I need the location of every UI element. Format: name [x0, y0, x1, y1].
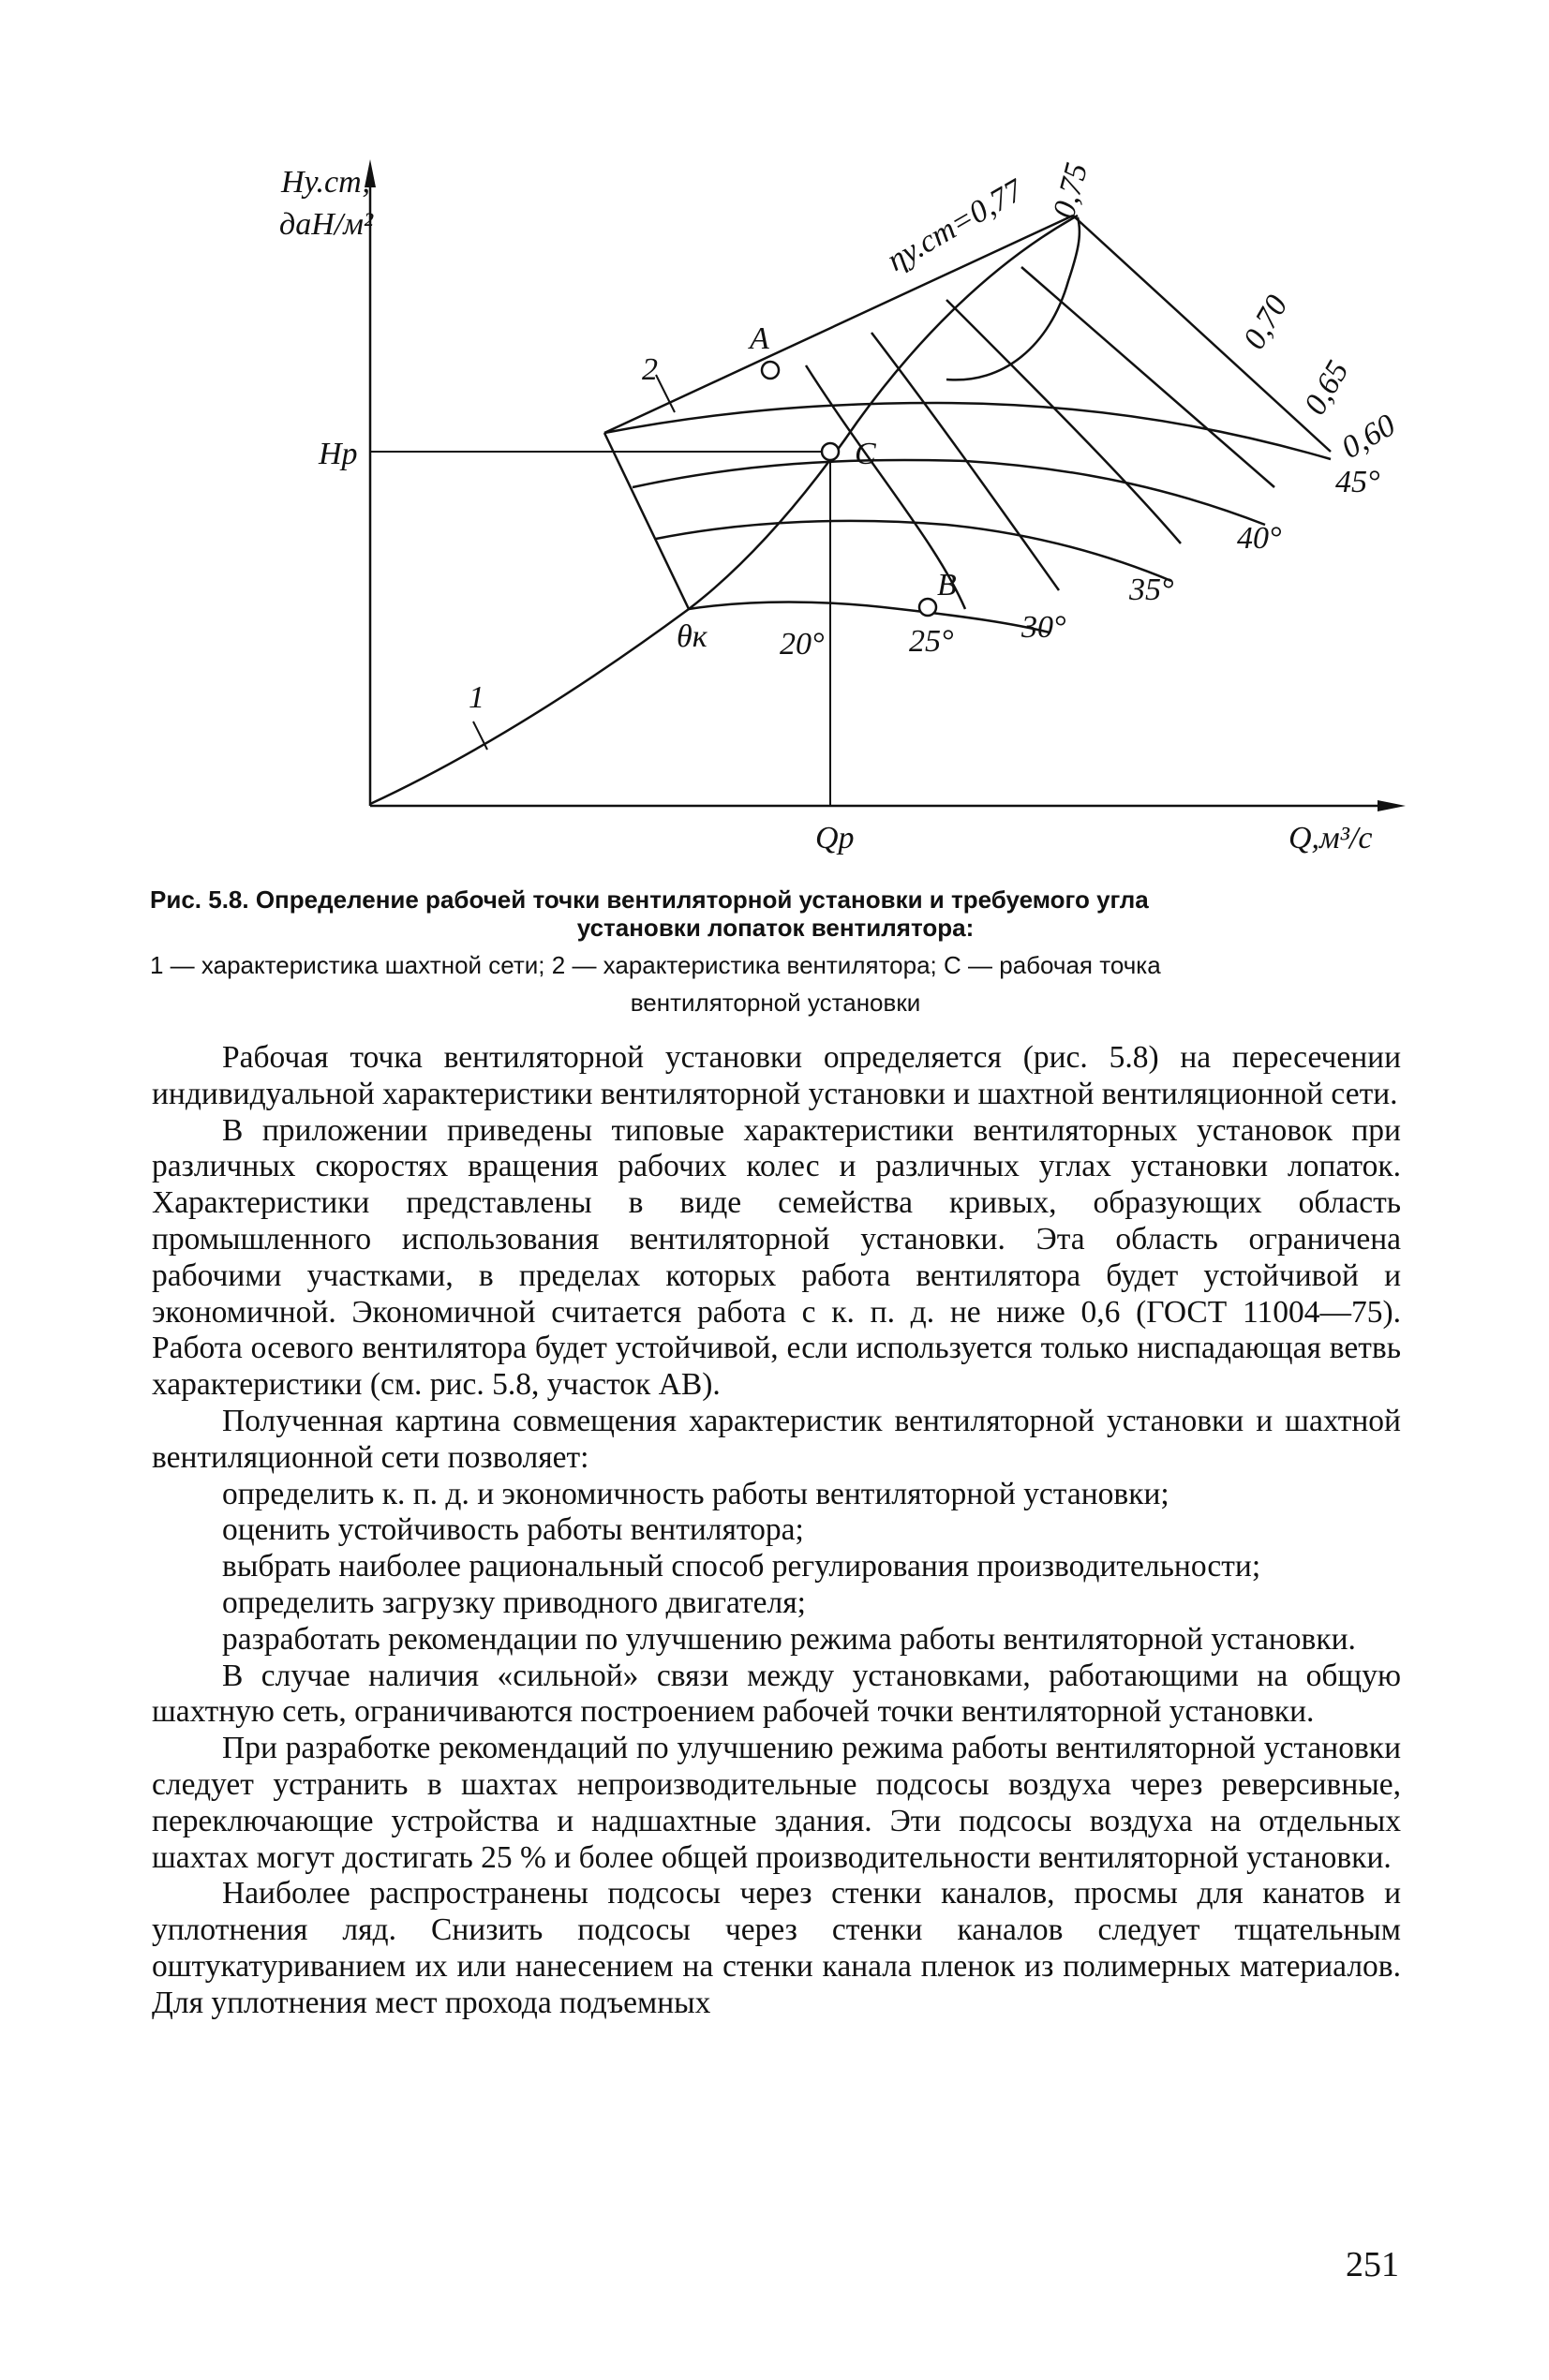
y-axis-label: Hу.ст,	[281, 165, 370, 200]
angle-curve-30	[689, 602, 1050, 633]
eff-label-065: 0,65	[1297, 354, 1356, 421]
point-b-marker	[919, 599, 936, 616]
list-item: определить загрузку приводного двигателя;	[222, 1584, 806, 1620]
region-left-boundary	[604, 433, 689, 609]
qp-label: Qp	[815, 821, 855, 855]
point-b-label: B	[937, 568, 957, 602]
caption-legend-line-1: 1 — характеристика шахтной сети; 2 — характеристика вентилятора; С — рабочая точка	[150, 951, 1161, 979]
caption-title-line-1: Рис. 5.8. Определение рабочей точки вентиляторной установки и требуемого угла	[150, 885, 1149, 914]
list-item: выбрать наиболее рациональный способ регулирования производительности;	[222, 1549, 1261, 1584]
angle-label-30: 30°	[1021, 610, 1066, 645]
angle-label-25: 25°	[909, 624, 954, 659]
paragraph: Полученная картина совмещения характеристик вентиляторной установки и шахтной вентиляционной сети позволяет:	[152, 1403, 1401, 1475]
point-a-label: A	[750, 321, 769, 356]
eff-label-075: 0,75	[1046, 159, 1095, 223]
paragraph: Наиболее распространены подсосы через стенки каналов, просмы для канатов и уплотнения ляд. Снизить подсосы через стенки каналов следует тщательным оштукатуриванием их или нанесением на стенки канала пленок из полимерных материалов. Для уплотнения мест прохода подъемных	[152, 1876, 1401, 2020]
region-top-boundary	[604, 216, 1073, 433]
caption-legend-line-2: вентиляторной установки	[630, 989, 921, 1017]
point-c-label: C	[855, 437, 876, 471]
angle-label-40: 40°	[1237, 521, 1282, 556]
angle-label-20: 20°	[780, 627, 825, 662]
point-a-marker	[762, 362, 779, 379]
efficiency-label: ηу.ст=0,77	[881, 172, 1029, 278]
angle-label-45: 45°	[1335, 465, 1380, 499]
curve-1-network	[370, 216, 1078, 804]
body-text	[152, 1040, 1401, 2022]
eff-label-060: 0,60	[1335, 408, 1402, 466]
y-axis-unit: даН/м²	[279, 207, 374, 242]
curve-2-label: 2	[642, 352, 658, 387]
point-c-marker	[822, 443, 839, 460]
paragraph: При разработке рекомендаций по улучшению режима работы вентиляторной установки следует устранить в шахтах непроизводительные подсосы воздуха через реверсивные, переключающие устройства и надшахтные здания. Эти подсосы воздуха на отдельных шахтах могут достигать 25 % и более общей производительности вентиляторной установки.	[152, 1731, 1401, 1875]
eff-label-070: 0,70	[1236, 289, 1295, 355]
list-item: определить к. п. д. и экономичность работы вентиляторной установки;	[222, 1476, 1169, 1511]
paragraph: В приложении приведены типовые характеристики вентиляторных установок при различных скоростях вращения рабочих колес и различных углах установки лопаток. Характеристики представлены в виде семейства кривых, образующих область промышленного использования вентиляторной установки. Эта область ограничена рабочими участками, в пределах которых работа вентилятора будет устойчивой и экономичной. Экономичной считается работа с к. п. д. не ниже 0,6 (ГОСТ 11004—75). Работа осевого вентилятора будет устойчивой, если используется только ниспадающая ветвь характеристики (см. рис. 5.8, участок AB).	[152, 1112, 1401, 1403]
region-right-boundary	[1073, 216, 1331, 452]
list-item: оценить устойчивость работы вентилятора;	[222, 1512, 804, 1548]
paragraph: Рабочая точка вентиляторной установки определяется (рис. 5.8) на пересечении индивидуальной характеристики вентиляторной установки и шахтной вентиляционной сети.	[152, 1040, 1401, 1111]
figure	[0, 0, 1549, 890]
figure-caption	[150, 885, 1401, 1017]
x-axis-arrow	[1378, 800, 1406, 811]
x-axis-label: Q,м³/с	[1288, 821, 1373, 855]
caption-title-line-2: установки лопаток вентилятора:	[576, 914, 975, 942]
fan-characteristic-diagram	[0, 0, 1549, 890]
paragraph: В случае наличия «сильной» связи между установками, работающими на общую шахтную сеть, ограничиваются построением рабочей точки вентиляторной установки.	[152, 1658, 1401, 1730]
eff-line-4	[1021, 267, 1274, 487]
eff-line-3	[946, 300, 1181, 543]
point-theta-label: θк	[677, 619, 707, 654]
curve-1-label: 1	[469, 680, 484, 715]
angle-curve-40	[633, 460, 1265, 525]
list-item: разработать рекомендации по улучшению режима работы вентиляторной установки.	[222, 1621, 1356, 1657]
page-number: 251	[1346, 2245, 1399, 2284]
hp-label: Hp	[319, 437, 358, 471]
angle-label-35: 35°	[1129, 573, 1174, 607]
